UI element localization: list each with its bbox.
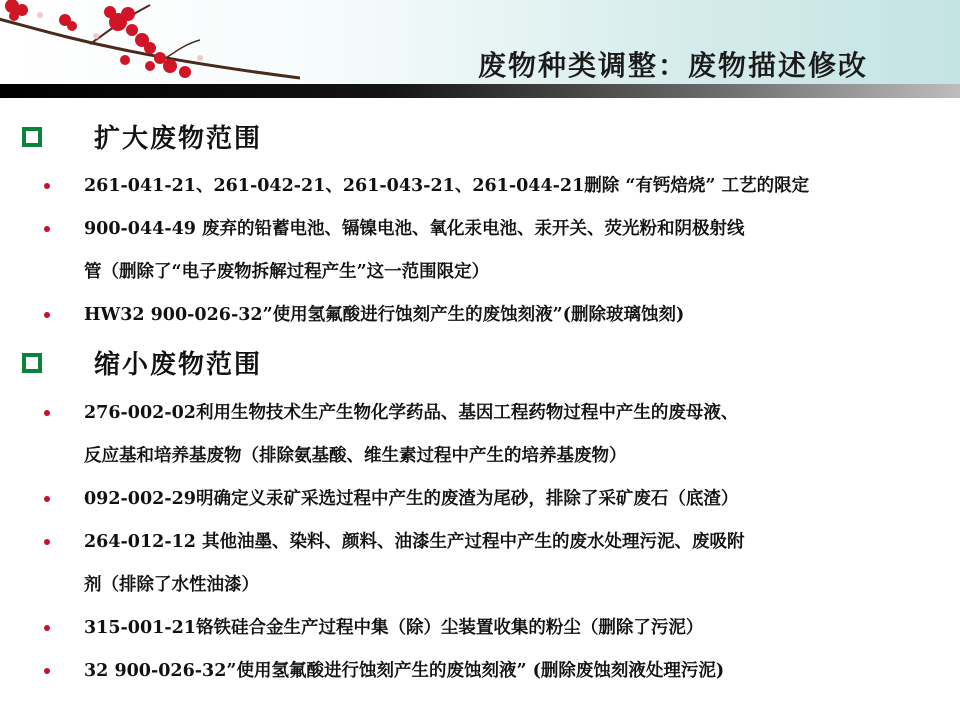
item-text-continued: 剂（排除了水性油漆） (84, 575, 259, 595)
dot-bullet-icon (44, 668, 50, 674)
item-text: 900-044-49 废弃的铅蓄电池、镉镍电池、氧化汞电池、汞开关、荧光粉和阴极射线 (84, 219, 745, 239)
header-divider-bar (0, 84, 960, 98)
dot-bullet-icon (44, 226, 50, 232)
page-title: 废物种类调整：废物描述修改 (477, 49, 868, 82)
item-text: 315-001-21铬铁硅合金生产过程中集（除）尘装置收集的粉尘（删除了污泥） (84, 618, 704, 638)
dot-bullet-icon (44, 625, 50, 631)
dot-bullet-icon (44, 312, 50, 318)
item-text: HW32 900-026-32”使用氢氟酸进行蚀刻产生的废蚀刻液”(删除玻璃蚀刻) (84, 305, 685, 325)
section-label: 扩大废物范围 (94, 124, 263, 154)
hollow-square-icon (22, 127, 42, 147)
item-text-continued: 反应基和培养基废物（排除氨基酸、维生素过程中产生的培养基废物） (84, 446, 627, 466)
dot-bullet-icon (44, 539, 50, 545)
plum-blossom-branch (0, 0, 300, 84)
section-label: 缩小废物范围 (94, 350, 263, 380)
hollow-square-icon (22, 353, 42, 373)
item-text: 264-012-12 其他油墨、染料、颜料、油漆生产过程中产生的废水处理污泥、废吸附 (84, 532, 745, 552)
item-text: 32 900-026-32”使用氢氟酸进行蚀刻产生的废蚀刻液” (删除废蚀刻液处理污泥) (84, 661, 725, 681)
dot-bullet-icon (44, 496, 50, 502)
section-header-expand (22, 118, 262, 155)
slide-header (0, 0, 960, 84)
item-text-continued: 管（删除了“电子废物拆解过程产生”这一范围限定） (84, 262, 490, 282)
dot-bullet-icon (44, 410, 50, 416)
section-header-narrow (22, 344, 262, 381)
dot-bullet-icon (44, 183, 50, 189)
item-text: 261-041-21、261-042-21、261-043-21、261-044-21删除 “有钙焙烧” 工艺的限定 (84, 176, 810, 196)
item-text: 276-002-02利用生物技术生产生物化学药品、基因工程药物过程中产生的废母液、 (84, 403, 739, 423)
item-text: 092-002-29明确定义汞矿采选过程中产生的废渣为尾砂，排除了采矿废石（底渣） (84, 489, 739, 509)
